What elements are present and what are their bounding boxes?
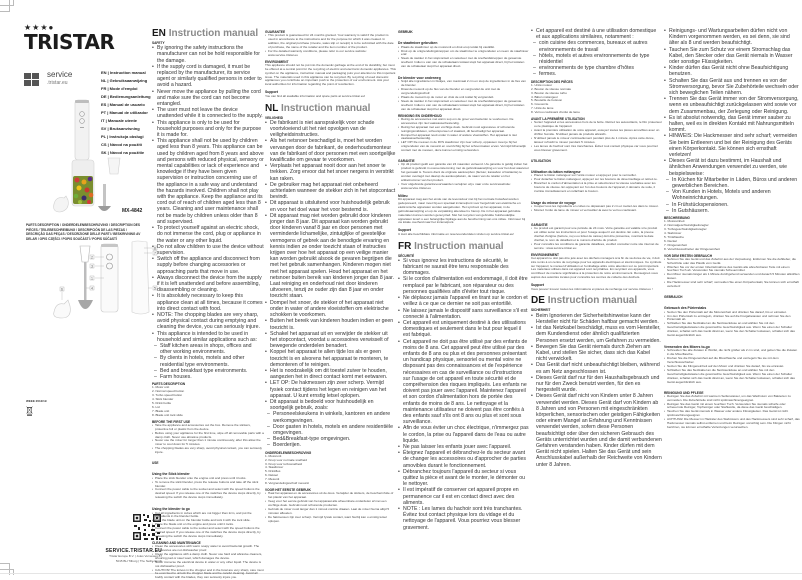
- cleaning-list: [152, 545, 264, 580]
- togo-title: Using the blender to go: [152, 507, 190, 512]
- togo-list: [664, 349, 800, 384]
- list-item: 3. Turbogeschwindigkeitsregler: [664, 227, 707, 232]
- list-item: • Turn the blade unit on the blender bottle and lock it with the lock slide.: [152, 519, 264, 523]
- parts-list: [152, 386, 264, 417]
- parts-title: DESCRIPTION DES PIÈCES: [531, 79, 573, 84]
- list-item: • Éteignez l'appareil et débranchez-le du secteur avant de changer les accessoires ou d'approcher de parties amovibles durant le fonctionnement.: [398, 450, 529, 469]
- environment-title: Milieu: [398, 193, 408, 198]
- list-item: 2. Normal speed button: [152, 389, 185, 394]
- use-title: UTILISATION: [531, 158, 551, 163]
- list-item: • Montez l'unité de lame du mixeur et verrouillez-la avec le verrou coulissant.: [531, 209, 662, 213]
- list-item: • Ne pas laisser les enfants jouer avec l'appareil.: [398, 444, 529, 450]
- list-item: • Ist das Netzkabel beschädigt, muss es vom Hersteller, dem Kundendienst oder ähnlich qualifizierten Personen ersetzt werden, um Gefahren zu vermeiden.: [531, 325, 662, 344]
- guarantee-list: [398, 163, 529, 190]
- list-item: • Before using your appliance for the first time, wipe off all removable parts with a damp cloth. Never use abrasive products.: [152, 432, 264, 440]
- list-item: 1. Motoreinheit: [664, 219, 685, 224]
- list-item: • To remove the stick blender, press the release buttons and take off the stick blender.: [152, 481, 264, 489]
- list-item: – In Gutshäusern.: [664, 208, 800, 214]
- address-line-2: 5015 BH Tilburg | The Netherlands: [115, 558, 162, 563]
- svg-text:1: 1: [91, 276, 93, 281]
- parts-list: [265, 455, 396, 486]
- list-item: • Pour connaître les conditions de garantie détaillées, veuillez consulter notre site internet de service : www.service.tristar.eu: [531, 243, 662, 251]
- list-item: • This appliance is intended to be used in household and similar applications such as:: [152, 331, 264, 343]
- list-item: • Steek de stekker in het stopcontact en selecteer met de snelheidsknoppen de gewenste snelheid. Indien u één van de schakelaars loslaat stopt het apparaat direct, bij het loslaten van de schakelaar stopt het apparaat direct.: [398, 100, 529, 112]
- list-item: 3. Bouton de vitesse turbo: [531, 90, 567, 95]
- list-item: • Sortez l'appareil et les accessoires hors de la boîte. Retirez les autocollants, le film protecteur ou le plastique de l'appareil.: [531, 121, 662, 129]
- language-item: NL | Gebruiksaanwijzing: [101, 78, 148, 83]
- list-item: • De fabrikant is niet aansprakelijk voor schade voortvloeiend uit het niet opvolgen van de veiligheidsinstructies.: [265, 120, 396, 139]
- togo-title: Verwenden des Mixers to-go: [664, 344, 710, 349]
- list-item: • Nehmen Sie das Gerät und das Zubehör aus der Verpackung. Entfernen Sie die Aufkleber, die Schutzfolie oder das Plastik vom Gerät.: [664, 258, 800, 266]
- list-item: • By ignoring the safety instructions the manufacturer can not be hold responsible for the damage.: [152, 45, 264, 64]
- stick-title: Using the Stick blender: [152, 472, 190, 477]
- list-item: • Cet appareil ne doit pas être utilisé par des enfants de moins de 8 ans. Cet appareil peut être utilisé par des enfants de 8 ans ou plus et des personnes présentant un handicap physique, sensoriel ou mental voire ne disposant pas des connaissances et de l'expérience nécessaires en cas de surveillance ou d'instructions sur l'usage de cet appareil en toute sécurité et de compréhension des risques impliqués. Les enfants ne doivent pas jouer avec l'appareil. Maintenez l'appareil et son cordon d'alimentation hors de portée des enfants de moins de 8 ans. Le nettoyage et la maintenance utilisateur ne doivent pas être confiés à des enfants sauf s'ils ont 8 ans ou plus et sont sous surveillance.: [398, 339, 529, 426]
- list-item: 6. Lid: [152, 404, 160, 409]
- togo-title: De blender voor onderweg: [398, 76, 441, 81]
- list-item: • Drehen Sie die Klingeneinheit auf die Mixerflasche und verriegeln Sie sie mit dem Verschlussschieber.: [664, 357, 800, 365]
- list-item: • Draai de mesunit op de fles van de blender en vergrendel de unit met de vergrendelingsschuif.: [398, 88, 529, 96]
- list-item: • Den Mixer niemals länger als 1 Minute durchgehend verwenden und danach 5 Minuten abkühlen lassen.: [664, 273, 800, 281]
- list-item: • Trennen Sie das Gerät immer von der Stromversorgung, wenn es unbeaufsichtigt zurückgelassen wird sowie vor dem Zusammenbau, der Zerlegung oder Reinigung.: [664, 96, 800, 115]
- parts-title: ONDERDELENBESCHRIJVING: [265, 450, 312, 455]
- list-item: – Door gasten in hotels, motels en andere residentiële omgevingen.: [265, 424, 396, 436]
- list-item: • Place the stick blender onto the engine unit and press until it locks.: [152, 477, 264, 481]
- list-item: • Si vous ignorez les instructions de sécurité, le fabricant ne saurait être tenu responsable des dommages.: [398, 258, 529, 277]
- list-item: • Il est impératif de conserver cet appareil propre en permanence car il est en contact direct avec des aliments.: [398, 487, 529, 506]
- list-item: • Never immerse the electrical device in water or any other liquid. The device is not dishwasher proof.: [152, 561, 264, 569]
- service-url[interactable]: SERVICE.TRISTAR.EU: [105, 548, 162, 554]
- guarantee-title: GARANTIE: [531, 222, 548, 227]
- parts-title: PARTS DESCRIPTION: [152, 382, 186, 387]
- list-item: • Afin de vous éviter un choc électrique, n'immergez pas le cordon, la prise ou l'appareil dans de l'eau ou autre liquide.: [398, 425, 529, 444]
- column-fr-de: [531, 28, 662, 568]
- list-item: • Reinig het apparaat met een vochtige doek. Gebruik nooit agressieve of schurende reinigingsmiddelen, schuursponsen of staalwol, dit beschadigt het apparaat.: [398, 126, 529, 134]
- lang-title: Instruction manual: [168, 28, 259, 39]
- list-item: • Les lames du hachoir sont très tranchantes. Évitez tout contact physique car vous pourriez vous blesser gravement.: [531, 145, 662, 153]
- list-item: – Staff kitchen areas in shops, offices and other working environments.: [152, 343, 264, 355]
- language-item: SV | Bruksanvisning: [101, 126, 140, 131]
- togo-list: [531, 205, 662, 213]
- list-item: • Setzen Sie den Pürierstab auf die Motoreinheit und drücken Sie darauf, bis er einrastet.: [664, 311, 800, 315]
- stick-list: [398, 46, 529, 69]
- environment-title: ENVIRONNEMENT: [531, 252, 559, 257]
- lang-title: Instruction manual: [280, 102, 371, 114]
- safety-list: [531, 313, 662, 468]
- list-item: • NOTE: The chopping blades are very sharp, avoid physical contact during emptying and cleaning the device, you can seriously injure.: [152, 312, 264, 331]
- list-item: 7. Klingeneinheit: [664, 242, 687, 247]
- list-item: • It is absolutely necessary to keep this appliance clean at all times, because it comes into direct contact with food.: [152, 293, 264, 312]
- safety-title: SICHERHEIT: [531, 308, 551, 313]
- list-item: – hôtels, motels et autres environnements de type résidentiel: [531, 53, 662, 65]
- list-item: • Placez le bâton mélangeur sur l'unité moteur et appuyez pour le verrouiller.: [531, 174, 662, 178]
- list-item: 3. Turbo speed button: [152, 393, 183, 398]
- safety-list-continued: [664, 28, 800, 214]
- list-item: • Si le cordon d'alimentation est endommagé, il doit être remplacé par le fabricant, son réparateur ou des personnes qualifiées afin d'éviter tout risque.: [398, 276, 529, 295]
- environment-text: Cet appareil ne doit pas être jeté avec les déchets ménagers à la fin de sa durée de vie, il doit être remis à un centre de recyclage pour les appareils électriques et électroniques. Ce symbole sur l'appareil, le manuel d'utilisation et l'emballage attire votre attention sur ce point important. Les matériaux utilisés dans cet appareil sont recyclables. En recyclant vos appareils, vous contribuez de manière significative à la protection de notre environnement. Renseignez-vous auprès des autorités locales pour connaître les centres de collecte des déchets.: [531, 255, 662, 280]
- list-item: 2. Normalgeschwindigkeitsregler: [664, 223, 709, 228]
- language-item: ES | Manual de usuario: [101, 102, 145, 107]
- list-item: • LET OP: De hakmessen zijn zeer scherp. Vermijd fysiek contact tijdens het legen en reinigen van het apparaat. U kunt ernstig letsel oplopen.: [265, 380, 396, 399]
- brand-name: TRISTAR: [24, 30, 115, 54]
- guarantee-title: GUARANTEE: [265, 30, 286, 34]
- safety-title: VEILIGHEID: [265, 115, 284, 120]
- parts-caption: PARTS DESCRIPTION / ONDERDELENBESCHRIJVING / DESCRIPTION DES PIÈCES / TEILEBESCHREIBUNG / DESCRIPCIÓN DE LAS PIEZAS / DESCRIÇÃO DAS PEÇAS / DESCRIZIONE DELLE PARTI / BESKRIVNING AV DELAR / OPIS CZĘŚCI / POPIS SOUČÁSTÍ / POPIS SÚČASTÍ: [26, 223, 141, 241]
- cleaning-title: REINIGUNG UND PFLEGE: [664, 390, 704, 395]
- list-item: • Cut all ingredients in cubes which are not bigger than 2cm, and put the ingredients in the blender bottle.: [152, 512, 264, 520]
- list-item: • Schließen Sie das Netzkabel an die Netzsteckdose an und wählen Sie mit den Geschwindigkeitstasten die gewünschte Geschwindigkeit aus. Wenn Sie einen der Schalter drücken, schaltet sich das Gerät direkt an, wenn Sie den Schalter loslassen, schaltet sich das Gerät augenblicklich aus.: [664, 322, 800, 338]
- list-item: 4. Bâton mélangeur: [531, 94, 559, 99]
- list-item: – In Frühstückspensionen.: [664, 202, 800, 208]
- list-item: 4. Stick blender: [152, 397, 174, 402]
- togo-title: Usage du mixeur de voyage: [531, 200, 576, 205]
- list-item: – By clients in hotels, motels and other residential type environments.: [152, 355, 264, 367]
- language-item: PL | Instrukcja obsługi: [101, 134, 144, 139]
- list-item: • The user must not leave the device unattended while it is connected to the supply.: [152, 107, 264, 119]
- list-item: • Do not allow children to use the device without supervision.: [152, 244, 264, 256]
- list-item: • Het is noodzakelijk om dit toestel zuiver te houden, aangezien het in direct contact komt met eetwaren.: [265, 368, 396, 380]
- list-item: • This appliance is only to be used for household purposes and only for the purpose it is made for.: [152, 120, 264, 139]
- list-item: 8. Vergrendelingsschuif mesunit: [265, 481, 309, 486]
- list-item: • For the detailed warranty conditions, please refer to our service website: www.service.tristar.eu: [265, 50, 396, 58]
- language-item: FR | Mode d'emploi: [101, 86, 138, 91]
- list-item: • Haal het apparaat en de accessoires uit de doos. Verwijder de stickers, de beschermfolie of het plastic van het apparaat.: [265, 492, 396, 500]
- list-item: • Veeg voor het eerste gebruik van het apparaat alle afneembare onderdelen af met een vochtige doek. Gebruik nooit schurende producten.: [265, 500, 396, 508]
- togo-list: [398, 80, 529, 111]
- list-item: • Tauchen Sie das Gerät niemals in Wasser oder andere Flüssigkeiten. Das Gerät ist nicht spülmaschinengeeignet.: [664, 410, 800, 418]
- list-item: • Clean the accessories with warm soapy water to avoid bacterial growth. The accessories are not dishwasher proof.: [152, 545, 264, 553]
- list-item: – Von Kunden in Hotels, Motels und anderen Wohneinrichtungen.: [664, 189, 800, 201]
- safety-title: SAFETY: [152, 41, 165, 45]
- list-item: • Clean the appliance with a damp cloth. Never use hard and abrasive cleaners, scouring pad or steel wool, which damages the device.: [152, 553, 264, 561]
- environment-text: Dit apparaat mag aan het einde van de levensduur niet bij het normale huisafval worden gedeponeerd, maar moet bij een speciaal inzamelpunt voor hergebruik van elektrische en elektronische apparaten worden aangeboden. Het symbool op het apparaat, in de gebruiksaanwijzing en op de verpakking attendeert u hierop. De in het apparaat gebruikte materialen kunnen worden gerecycled. Met het recyclen van gebruikte huishoudelijke apparaten levert u een belangrijke bijdrage aan de bescherming van ons milieu. Informeer bij uw lokale overheid naar het inzamelpunt.: [398, 197, 526, 225]
- list-item: – coin cuisine des commerces, bureaux et autres environnements de travail: [531, 40, 662, 52]
- service-badge: [24, 71, 72, 87]
- first-use-list: [664, 258, 800, 289]
- column-en-nl: [265, 28, 396, 568]
- list-item: • This appliance shall not be used by children aged less than 8 years. This appliance can be used by children aged from 8 years and above and persons with reduced physical, sensory or mental capabilities or lack of experience and knowledge if they have been given supervision or instruction concerning use of the appliance in a safe way and understand the hazards involved. Children shall not play with the appliance. Keep the appliance and its cord out of reach of children aged less than 8 years. Cleaning and user maintenance shall not be made by children unless older than 8 and supervised.: [152, 138, 264, 225]
- list-item: • Switch off the appliance and disconnect from supply before changing accessories or approaching parts that move in use.: [152, 256, 264, 275]
- list-item: – Farm houses.: [152, 374, 264, 380]
- stick-title: Utilisation du bâton mélangeur: [531, 169, 581, 174]
- service-grid-icon: [24, 73, 39, 86]
- use-title: GEBRUIK: [398, 30, 413, 34]
- first-use-title: BEFORE THE FIRST USE: [152, 419, 191, 424]
- list-item: • Snijd alle ingrediënten in blokjes, van maximaal 2 cm en stop de ingrediënten in de fles van de blender.: [398, 80, 529, 88]
- list-item: • De hakmessen zijn zeer scherp. Vermijd fysiek contact, want hierbij kan u ernstig letsel oplopen.: [265, 516, 396, 524]
- cleaning-list: [664, 395, 800, 430]
- list-item: – In Küchen für Mitarbeiter in Läden, Büros und anderen gewerblichen Bereichen.: [664, 177, 800, 189]
- use-title: USE: [152, 461, 159, 466]
- svg-text:3: 3: [91, 264, 93, 269]
- list-item: 5. Drink bottle: [152, 401, 172, 405]
- list-item: • Ne laissez jamais le dispositif sans surveillance s'il est connecté à l'alimentation.: [398, 308, 529, 320]
- lang-code: NL: [265, 102, 279, 114]
- language-item: SK | Návod na použitie: [101, 150, 145, 155]
- parts-list: [664, 220, 800, 251]
- parts-list: [531, 84, 662, 115]
- list-item: 5. Trinkflasche: [664, 234, 684, 239]
- list-item: • Dompel het apparaat nooit onder in water of andere vloeistoffen. Het apparaat is niet vaatwasserbestendig.: [398, 134, 529, 142]
- page-bottom-edge: [0, 573, 802, 574]
- list-item: • HINWEIS: Die Hackmesser sind sehr scharf; vermeiden Sie beim Entleeren und bei der Reinigung des Geräts einen Körperkontakt. Sie können sich ernsthaft verletzen!: [664, 133, 800, 158]
- list-item: – Boerderijen.: [265, 442, 396, 448]
- list-item: • Tauchen Sie zum Schutz vor einem Stromschlag das Kabel, den Stecker oder das Gerät niemals in Wasser oder sonstige Flüssigkeiten.: [664, 47, 800, 66]
- list-item: 8. Verrou coulissant d'unité de lame: [531, 110, 580, 115]
- list-item: 5. Bouteille de boisson: [531, 98, 563, 103]
- list-item: • Reinigen Sie das Zubehör mit warmem Seifenwasser, um das Wachstum von Bakterien zu vermeiden. Die Zubehörteile sind nicht spülmaschinengeeignet.: [664, 395, 800, 403]
- list-item: • Buiten het bereik van kinderen houden indien er geen toezicht is.: [265, 318, 396, 330]
- weee-block: [26, 399, 47, 421]
- environment-title: ENVIRONMENT: [265, 59, 289, 64]
- lang-title: Instruction manual: [414, 240, 504, 252]
- list-item: • Dieses Gerät ist dazu bestimmt, im Haushalt und ähnlichen Anwendungen verwendet zu werden, wie beispielsweise:: [664, 158, 800, 177]
- list-item: • Koppel het apparaat te allen tijde los als er geen toezicht is en alvorens het apparaat te monteren, te demonteren of te reinigen.: [265, 349, 396, 368]
- column-de: [664, 28, 800, 568]
- cleaning-list: [398, 118, 529, 153]
- list-item: • Kinder dürfen das Gerät nicht ohne Beaufsichtigung benutzen.: [664, 65, 800, 77]
- list-item: 1. Motorunit: [265, 453, 282, 458]
- language-item: IT | Manuale utente: [101, 118, 138, 123]
- stick-list: [152, 477, 264, 500]
- list-item: • Plaats de staafmixer op de motorunit en druk erop totdat hij vastklikt.: [398, 46, 529, 50]
- list-item: • Voor uitgebreide garantievoorwaarden verwijzen wij u naar onze servicewebsite: www.service.tristar.eu: [398, 183, 529, 191]
- list-item: • Es ist absolut notwendig, das Gerät immer sauber zu halten, weil es in direkten Kontakt mit Nahrungsmitteln kommt.: [664, 115, 800, 134]
- list-item: • Verplaats het apparaat nooit door aan het snoer te trekken. Zorg ervoor dat het snoer nergens in verstrikt kan raken.: [265, 163, 396, 182]
- list-item: 5. Drinkfles: [265, 469, 281, 474]
- crossed-bin-icon: [26, 406, 33, 416]
- safety-list: [152, 45, 264, 380]
- list-item: 3. Knop voor turbosnelheid: [265, 461, 302, 466]
- safety-list-continued: [531, 28, 662, 78]
- list-item: • To protect yourself against an electric shock, do not immerse the cord, plug or appliance in the water or any other liquid.: [152, 225, 264, 244]
- brand-logo: [24, 24, 114, 52]
- support-title: Support: [531, 283, 544, 288]
- list-item: • Place the blade unit on the engine and press until it locks.: [152, 523, 264, 527]
- svg-text:6: 6: [61, 287, 63, 292]
- guarantee-list: [531, 227, 662, 250]
- list-item: 6. Deckel: [664, 238, 677, 243]
- list-item: 4. Staafmixer: [265, 465, 284, 470]
- list-item: • Dit apparaat is uitsluitend voor huishoudelijk gebruik en voor het doel waar het voor bestemd is.: [265, 200, 396, 212]
- list-item: 4. Stabmixer: [664, 231, 682, 236]
- list-item: • Gebruik de mixer nooit langer dan 1 minuut continu draaien. Laat de mixer hierna altijd 5 minuten afkoelen.: [265, 508, 396, 516]
- list-item: • Reinigungs- und Wartungsarbeiten dürfen nicht von Kindern vorgenommen werden, es sei denn, sie sind älter als 8 und werden beaufsichtigt.: [664, 28, 800, 47]
- first-use-title: VOR DEM ERSTEN GEBRAUCH: [664, 253, 712, 258]
- list-item: • Cet appareil est uniquement destiné à des utilisations domestiques et seulement dans le but pour lequel il est fabriqué.: [398, 320, 529, 339]
- list-item: • Steek de stekker in het stopcontact en selecteer met de snelheidsknoppen de gewenste snelheid. Indien u één van de schakelaars loslaat stopt het apparaat direct, bij het loslaten van de schakelaar stopt het apparaat direct.: [398, 57, 529, 69]
- list-item: • CAUTION! The knives in the chopper and in the bowl are very sharp, care must be exercised to unlock the chopper blade and be careful cleaning. Avoid all bodily contact with the blades, they can seriously injure you.: [152, 569, 264, 580]
- service-sub: .tristar.eu: [47, 80, 68, 86]
- support-text: You can find all available information and spare parts at service.tristar.eu!: [265, 93, 366, 98]
- list-item: • Always disconnect the device from the supply if it is left unattended and before assembling, disassembling or cleaning.: [152, 275, 264, 294]
- crop-mark-top-left-inner: [0, 0, 14, 6]
- list-item: • Die Hackmesser sind sehr scharf; vermeiden Sie einen Körperkontakt, Sie können sich ernsthaft verletzen!: [664, 281, 800, 289]
- use-title: GEBRAUCH: [664, 295, 683, 299]
- service-label: service: [47, 70, 73, 79]
- list-item: • Never use the mixer for longer than 1 minute continuously, after this allow the mixer to cool down for 5 minutes.: [152, 439, 264, 447]
- cleaning-title: CLEANING AND MAINTENANCE: [152, 540, 201, 545]
- first-use-list: [531, 121, 662, 152]
- language-item: PT | Manual de utilizador: [101, 110, 148, 115]
- list-item: • ACHTUNG! Die Messer im Häcksler des Stabmixers und des Hackmessers sind sehr scharf, das Hackmesser niemals selbst entfernen und beim Reinigen vorsichtig sein. Die Klingen nicht berühren, sie können ernsthafte Verletzungen verursachen.: [664, 418, 800, 430]
- product-photo: [46, 100, 136, 218]
- brand-stars: ★★★●: [24, 23, 55, 32]
- list-item: • Schalten Sie das Gerät aus und trennen es von der Stromversorgung, bevor Sie Zubehörteile wechseln oder sich beweglichen Teilen nähern.: [664, 78, 800, 97]
- list-item: • N'utilisez jamais le mixeur continuellement pendant plus de 1 minute. Après cette durée, laissez refroidir le mixeur pendant 5 minutes.: [531, 137, 662, 145]
- svg-text:2: 2: [91, 255, 93, 260]
- parts-title: BESCHREIBUNG: [664, 216, 690, 221]
- list-item: • Dit apparaat is bedoeld voor huishoudelijk en soortgelijk gebruik, zoals:: [265, 399, 396, 411]
- list-item: • De gebruiker mag het apparaat niet onbeheerd achterlaten wanneer de stekker zich in het stopcontact bevindt.: [265, 182, 396, 201]
- crop-mark-bottom-left-inner: [0, 569, 14, 575]
- list-item: 6. Deksel: [265, 473, 278, 478]
- list-item: • Never move the appliance by pulling the cord and make sure the cord can not become entangled.: [152, 89, 264, 108]
- list-item: • Ce produit est garanti pour une période de 24 mois. Votre garantie est valable si le produit est utilisé selon les instructions et pour l'usage auquel il est destiné. En outre, la preuve d'achat d'origine (facture, reçu ou ticket de caisse) doit être présentée, montrant la date d'achat, le nom du détaillant et le numéro d'article du produit.: [531, 227, 662, 243]
- stick-list: [531, 174, 662, 194]
- support-title: Support: [398, 228, 411, 233]
- list-item: • Schließen Sie das Netzkabel an die Netzsteckdose an und wählen Sie mit den Geschwindigkeitstasten die gewünschte Geschwindigkeit aus. Wenn Sie einen der Schalter drücken, schaltet sich das Gerät direkt an, wenn Sie den Schalter loslassen, schaltet sich das Gerät augenblicklich aus.: [664, 369, 800, 385]
- list-item: • If the supply cord is damaged, it must be replaced by the manufacturer, its service agent or similarly qualified persons in order to avoid a hazard.: [152, 64, 264, 89]
- first-use-title: AVANT LA PREMIÈRE UTILISATION: [531, 117, 585, 122]
- list-item: • Beim Ignorieren der Sicherheitshinweise kann der Hersteller nicht für Schäden haftbar gemacht werden.: [531, 313, 662, 325]
- list-item: • Débranchez toujours l'appareil du secteur si vous quittez la pièce et avant de le monter, le démonter ou le nettoyer.: [398, 469, 529, 488]
- stick-list: [664, 311, 800, 338]
- address-line-1: Tristar Europe B.V. | Jules Verneweg 87: [109, 554, 162, 558]
- guarantee-list: [265, 34, 396, 57]
- column-nl-fr: [398, 28, 529, 568]
- list-item: • Avant la première utilisation de votre appareil, essuyez toutes les pièces amovibles avec un chiffon humide. N'utilisez jamais de produits abrasifs.: [531, 129, 662, 137]
- list-item: • Connect the power cable to the socket and select with the speed buttons the desired speed. If you release one of the switches the device stops directly, by releasing the switch the device stops immediately.: [152, 488, 264, 500]
- section-heading-en: [152, 28, 264, 39]
- support-text: Vous pouvez trouver toutes les informations et pièces de rechange sur service.tristar.eu !: [531, 286, 653, 291]
- list-item: • Bewegen Sie das Gerät niemals durch Ziehen am Kabel, und stellen Sie sicher, dass sich das Kabel nicht verwickelt.: [531, 344, 662, 363]
- list-item: 7. Unité de lame: [531, 106, 554, 111]
- list-item: • Setzen Sie die Klingeneinheit auf den Motor und drücken Sie darauf, bis sie einrastet.: [664, 365, 800, 369]
- list-item: • Schneiden Sie alle Zutaten in Würfel, die nicht größer als 2 cm sind, und geben Sie die Zutaten in die Mixerflasche.: [664, 349, 800, 357]
- stick-title: De staafmixer gebruiken: [398, 41, 438, 46]
- list-item: – Bed and breakfast type environments.: [152, 368, 264, 374]
- list-item: • Branchez le cordon d'alimentation à la prise et sélectionnez la vitesse souhaitée avec les boutons de vitesse. En appuyant sur l'un des boutons de l'appareil, il démarre de suite, il s'arrête immédiatement en relâchant le bouton.: [531, 182, 662, 194]
- language-item: CS | Návod na použití: [101, 142, 142, 147]
- service-logo-text: [47, 71, 72, 87]
- language-item: DE | Bedienungsanleitung: [101, 94, 151, 99]
- list-item: • Coupez tous les ingrédients en cubes ne dépassant pas 2 cm et mettez-les dans le mixeur.: [531, 205, 662, 209]
- first-use-list: [152, 424, 264, 455]
- column-en: [152, 28, 264, 580]
- weee-code: WEEE 2012/19: [26, 399, 47, 403]
- section-heading-fr: [398, 241, 529, 252]
- list-item: • LET OP! De messen in de RVS staafmixer zijn zeer scherp, oppassen moet je bij het ontgrendelen van de mesunit en voorzichtig bij het schoonmaken ervan. Vermijd lichamelijk contact met de messen, deze kunnen ernstig verwonden.: [398, 141, 529, 153]
- list-item: 8. Blade unit lock slide: [152, 412, 183, 417]
- list-item: 1. Unité moteur: [531, 82, 553, 87]
- list-item: • Cet appareil est destiné à une utilisation domestique et aux applications similaires, notamment :: [531, 28, 662, 40]
- environment-text: This appliance should not be put into the domestic garbage at the end of its durability, but must be offered at a central point for the recycling of electric and electronic domestic appliances. This symbol on the appliance, instruction manual and packaging puts your attention to this important issue. The materials used in this appliance can be recycled. By recycling of used domestic appliances you contribute an important push to the protection of our environment. Ask your local authorities for information regarding the point of recollection.: [265, 62, 396, 87]
- list-item: • Ne déplacez jamais l'appareil en tirant sur le cordon et veillez à ce que ce dernier ne soit pas entortillé.: [398, 295, 529, 307]
- list-item: • Connect the power cable to the socket and select with the speed buttons the desired speed. If you release one of the switches the device stops directly, by releasing the switch the device stops immediately.: [152, 527, 264, 539]
- svg-text:5: 5: [154, 286, 156, 291]
- svg-text:8: 8: [154, 246, 156, 251]
- list-item: • Druk op de ontgrendelingsknoppen om de staafmixer te ontgrendelen en neem de staafmixer eraf.: [398, 50, 529, 58]
- list-item: • Op dit product geldt een garantie van 24 maanden verleend. Uw garantie is geldig indien het product is gebruikt in overeenstemming met de gebruiksaanwijzing en voor het doel waarvoor het gemaakt is. Tevens dient de originele aankoopbon (factuur, kassabon of kwitantie) te worden overlegd met daarop de aankoopdatum, de naam van de retailer en het artikelnummer van het product.: [398, 163, 529, 183]
- safety-list: [265, 120, 396, 449]
- list-item: • Dit apparaat mag niet worden gebruikt door kinderen jonger dan 8 jaar. Dit apparaat kan worden gebruikt door kinderen vanaf 8 jaar en door personen met verminderde lichamelijke, zintuiglijke of geestelijke vermogens of gebrek aan de benodigde ervaring en kennis indien ze onder toezicht staan of instructies krijgen over hoe het apparaat op een veilige manier kan worden gebruikt alsook de gevaren begrijpen die met het gebruik samenhangen. Kinderen mogen niet met het apparaat spelen. Houd het apparaat en het netsnoer buiten bereik van kinderen jonger dan 8 jaar. Laat reiniging en onderhoud niet door kinderen uitvoeren, tenzij ze ouder zijn dan 8 jaar en onder toezicht staan.: [265, 213, 396, 300]
- lang-title: Instruction manual: [547, 295, 638, 307]
- list-item: 1. Motor unit: [152, 385, 170, 390]
- list-item: 7. Blade unit: [152, 408, 170, 413]
- language-item: EN | Instruction manual: [101, 70, 146, 75]
- list-item: • Plaats de mesunit op de motor en druk de unit totdat hij vergrendelt.: [398, 96, 529, 100]
- safety-title: SÉCURITÉ: [398, 253, 415, 258]
- list-item: 8. Verschlussschieber der Klingeneinheit: [664, 246, 720, 251]
- list-item: • The chopping blades are very sharp, avoid physical contact, you can seriously injure.: [152, 447, 264, 455]
- svg-text:7: 7: [154, 251, 156, 256]
- section-heading-nl: [265, 103, 396, 114]
- list-item: 2. Bouton de vitesse normale: [531, 86, 572, 91]
- list-item: • Reinigen Sie das Gerät mit einem feuchten Tuch. Verwenden Sie niemals scharfe oder scheuernde Reiniger, Topfreiniger oder Stahlwolle, da diese das Gerät beschädigen.: [664, 403, 800, 411]
- section-heading-de: [531, 295, 662, 306]
- list-item: • Dieses Gerät darf nur für den Haushaltsgebrauch und nur für den Zweck benutzt werden, für den es hergestellt wurde.: [531, 375, 662, 394]
- list-item: • Als het netsnoer beschadigd is, moet het worden vervangen door de fabrikant, de onderhoudsmonteur van de fabrikant of door personen met een soortgelijke kwalificatie om gevaar te voorkomen.: [265, 138, 396, 163]
- svg-text:4: 4: [91, 286, 93, 291]
- first-use-list: [265, 492, 396, 523]
- support-text: U kunt alle beschikbare informatie en reserveonderdelen vinden op service.tristar.eu!: [398, 231, 515, 236]
- lang-code: DE: [531, 295, 545, 307]
- list-item: • Um den Pürierstab zu entriegeln, drücken Sie auf die Freigabetasten und nehmen Sie den Pürierstab ab.: [664, 315, 800, 323]
- list-item: – Personeelskeukens in winkels, kantoren en andere werkomgevingen.: [265, 411, 396, 423]
- list-item: • Pour détacher le bâton mélangeur, appuyez sur les boutons de déverrouillage et retirez-le.: [531, 178, 662, 182]
- list-item: 2. Knop voor normale snelheid: [265, 457, 307, 462]
- first-use-title: VOOR HET EERSTE GEBRUIK: [265, 488, 311, 493]
- list-item: 7. Mesunit: [265, 477, 280, 482]
- list-item: 6. Couvercle: [531, 102, 549, 107]
- list-item: • Dieses Gerät darf nicht von Kindern unter 8 Jahren verwendet werden. Dieses Gerät darf von Kindern ab 8 Jahren und von Personen mit eingeschränkten körperlichen, sensorischen oder geistigen Fähigkeiten oder einem Mangel an Erfahrung und Kenntnissen verwendet werden, sofern diese Personen beaufsichtigt oder über den sicheren Gebrauch des Geräts unterrichtet wurden und die damit verbundenen Gefahren verstanden haben. Kinder dürfen mit dem Gerät nicht spielen. Halten Sie das Gerät und sein Anschlusskabel außerhalb der Reichweite von Kindern unter 8 Jahren.: [531, 393, 662, 467]
- list-item: • Schakel het apparaat uit en verwijder de stekker uit het stopcontact, voordat u accessoires verwisselt of bewegende onderdelen benadert.: [265, 331, 396, 350]
- cleaning-title: REINIGING EN ONDERHOUD: [398, 113, 442, 118]
- lang-code: FR: [398, 240, 412, 252]
- list-item: • Reinig de accessoires met warm sop om de groei van bacteriën te voorkomen. De accessoires zijn niet vaatwasserbestendig.: [398, 118, 529, 126]
- list-item: – Bed&Breakfast-type omgevingen.: [265, 436, 396, 442]
- list-item: – fermes.: [531, 71, 662, 77]
- list-item: • This product is guaranteed for 24 months granted. Your warranty is valid if the product is used in accordance to the instructions and for the purpose for which it was created. In addition, the original purchase (invoice, sales slip or receipt) is to be submitted with the date of purchase, the name of the retailer and the item number of the product.: [265, 34, 396, 50]
- togo-list: [152, 512, 264, 539]
- list-item: • Wischen Sie vor der ersten Inbetriebnahme des Geräts alle abnehmbaren Teile mit einem feuchten Tuch ab. Verwenden Sie niemals Scheuermittel.: [664, 266, 800, 274]
- stick-title: Gebrauch des Pürierstabs: [664, 306, 707, 311]
- list-item: • Das Gerät darf nicht unbeaufsichtigt bleiben, während es am Netz angeschlossen ist.: [531, 362, 662, 374]
- list-item: • NOTE : Les lames du hachoir sont très tranchantes. Évitez tout contact physique lors du vidage et du nettoyage de l'appareil. Vous pourriez vous blesser gravement.: [398, 506, 529, 531]
- guarantee-title: GARANTIE: [398, 159, 415, 164]
- list-item: – environnements de type chambre d'hôtes: [531, 65, 662, 71]
- lang-code: EN: [152, 28, 166, 39]
- model-number: MX-4842: [122, 208, 143, 214]
- list-item: • Take the appliance and accessories out the box. Remove the stickers, protective foil or plastic from the device.: [152, 424, 264, 432]
- support-title: Support: [265, 90, 278, 95]
- list-item: • Dompel het snoer, de stekker of het apparaat niet onder in water of andere vloeistoffen om elektrische schokken te voorkomen.: [265, 300, 396, 319]
- safety-list: [398, 258, 529, 531]
- parts-diagram: [46, 240, 161, 320]
